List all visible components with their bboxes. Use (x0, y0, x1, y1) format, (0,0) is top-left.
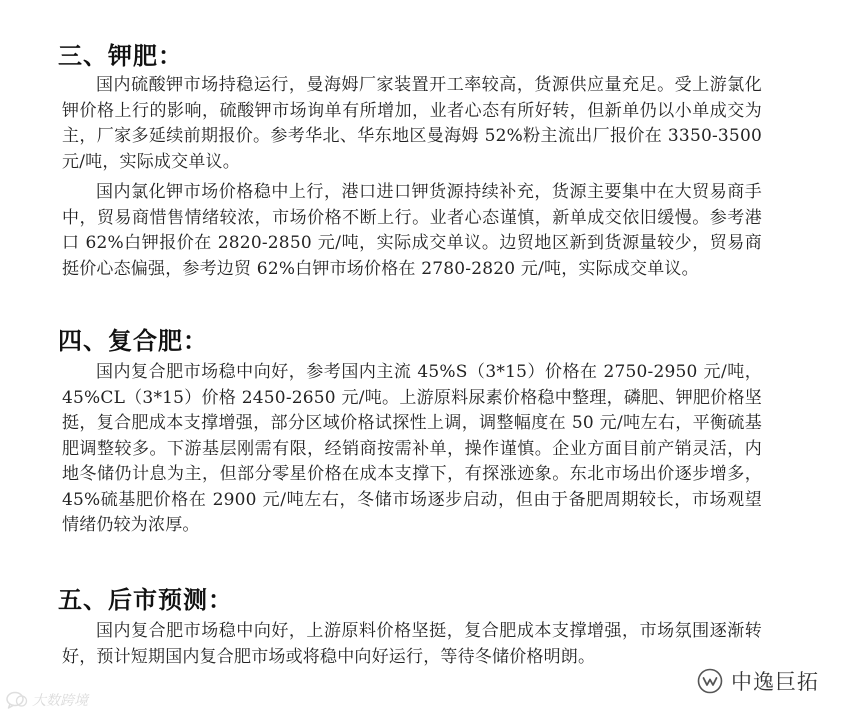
section-title-potash: 三、钾肥： (58, 41, 183, 70)
paragraph-market-forecast: 国内复合肥市场稳中向好，上游原料价格坚挺，复合肥成本支撑增强，市场氛围逐渐转好，预计短期国内复合肥市场或将稳中向好运行，等待冬储价格明朗。 (62, 621, 762, 667)
paragraph-compound-fertilizer: 国内复合肥市场稳中向好，参考国内主流 45%S（3*15）价格在 2750-2950 元/吨，45%CL（3*15）价格 2450-2650 元/吨。上游原料尿素价格稳中整理，磷肥、钾肥价格坚挺，复合肥成本支撑增强，部分区域价格试探性上调，调整幅度在 50 元/吨左右，平衡硫基肥调整较多。下游基层刚需有限，经销商按需补单，操作谨慎。企业方面目前产销灵活，内地冬储仍计息为主，但部分零星价格在成本支撑下，有探涨迹象。东北市场出价逐步增多，45%硫基肥价格在 2900 元/吨左右，冬储市场逐步启动，但由于备肥周期较长，市场观望情绪仍较为浓厚。 (62, 362, 762, 535)
brand-signature[interactable] (697, 666, 819, 696)
section-title-market-forecast: 五、后市预测： (58, 585, 233, 614)
paragraph-potassium-sulfate: 国内硫酸钾市场持稳运行，曼海姆厂家装置开工率较高，货源供应量充足。受上游氯化钾价格上行的影响，硫酸钾市场询单有所增加，业者心态有所好转，但新单仍以小单成交为主，厂家多延续前期报价。参考华北、华东地区曼海姆 52%粉主流出厂报价在 3350-3500 元/吨，实际成交单议。 (62, 75, 762, 172)
section-title-compound-fertilizer: 四、复合肥： (58, 326, 208, 355)
wechat-channel-icon (697, 668, 723, 694)
watermark (6, 690, 88, 710)
paragraph-potassium-chloride: 国内氯化钾市场价格稳中上行，港口进口钾货源持续补充，货源主要集中在大贸易商手中，贸易商惜售情绪较浓，市场价格不断上行。业者心态谨慎，新单成交依旧缓慢。参考港口 62%白钾报价在 2820-2850 元/吨，实际成交单议。边贸地区新到货源量较少，贸易商挺价心态偏强，参考边贸 62%白钾市场价格在 2780-2820 元/吨，实际成交单议。 (62, 182, 762, 279)
brand-name: 中逸巨拓 (731, 670, 819, 694)
chat-bubble-icon (6, 691, 28, 709)
watermark-text: 大数跨境 (32, 693, 88, 709)
